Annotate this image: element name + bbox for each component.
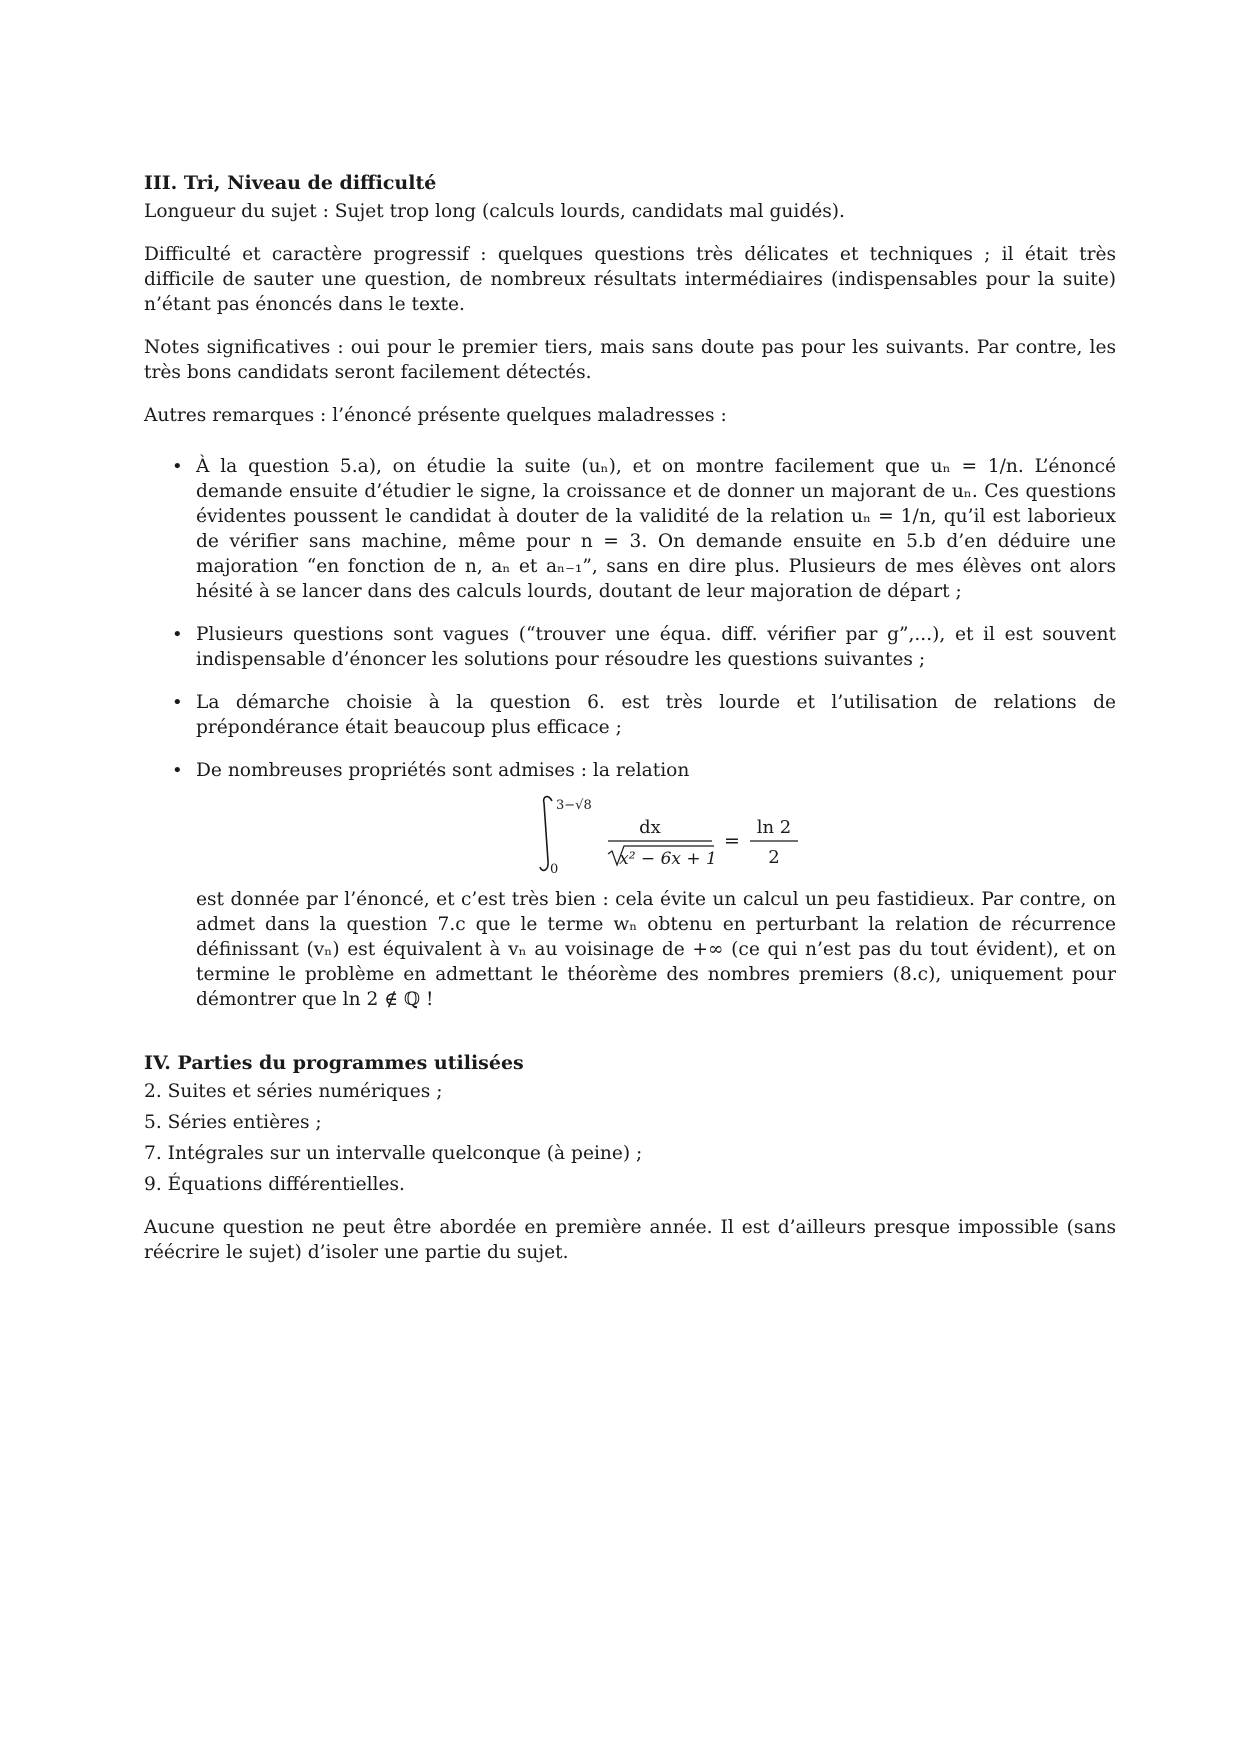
difficulty-paragraph: Difficulté et caractère progressif : quelques questions très délicates et techniques ; il était très difficile de sauter une question, de nombreux résultats intermédiaires (indispensables pour la suite) n’étant pas énoncés dans le texte. [144,244,1116,315]
program-item: 5. Séries entières ; [144,1112,322,1133]
notes-paragraph: Notes significatives : oui pour le premier tiers, mais sans doute pas pour les suivants. Par contre, les très bons candidats seront facilement détectés. [144,337,1116,383]
list-item [144,758,1116,1012]
fraction-numerator: dx [639,817,661,838]
list-item [144,454,1116,604]
remark-text: De nombreuses propriétés sont admises : la relation [196,760,690,781]
program-item: 2. Suites et séries numériques ; [144,1081,443,1102]
bullet-icon: • [172,624,183,645]
program-item: 7. Intégrales sur un intervalle quelconque (à peine) ; [144,1143,643,1164]
bullet-icon: • [172,692,183,713]
integral-lower-bound: 0 [550,862,559,877]
equals-sign: = [724,830,740,852]
bullet-icon: • [172,456,183,477]
integral-formula-svg [538,791,838,877]
integral-upper-bound: 3−√8 [556,798,592,813]
remarks-intro: Autres remarques : l’énoncé présente quelques maladresses : [144,405,727,426]
document-content [144,170,1116,1283]
remark-text: Plusieurs questions sont vagues (“trouver une équa. diff. vérifier par g”,...), et il est souvent indispensable d’énoncer les solutions pour résoudre les questions suivantes ; [196,624,1116,670]
rhs-denominator: 2 [768,847,780,868]
program-item: 9. Équations différentielles. [144,1174,405,1195]
remark-text: À la question 5.a), on étudie la suite (uₙ), et on montre facilement que uₙ = 1/n. L’énoncé demande ensuite d’étudier le signe, la croissance et de donner un majorant de uₙ. Ces questions évidentes poussent le candidat à douter de la validité de la relation uₙ = 1/n, qu’il est laborieux de vérifier sans machine, même pour n = 3. On demande ensuite en 5.b d’en déduire une majoration “en fonction de n, aₙ et aₙ₋₁”, sans en dire plus. Plusieurs de mes élèves ont alors hésité à se lancer dans des calculs lourds, doutant de leur majoration de départ ; [196,456,1116,602]
remarks-list [144,454,1116,1012]
after-formula-text: est donnée par l’énoncé, et c’est très bien : cela évite un calcul un peu fastidieux. Par contre, on admet dans la question 7.c que le terme wₙ obtenu en perturbant la relation de récurrence définissant (vₙ) est équivalent à vₙ au voisinage de +∞ (ce qui n’est pas du tout évident), et on termine le problème en admettant le théorème des nombres premiers (8.c), uniquement pour démontrer que ln 2 ∉ ℚ ! [196,889,1116,1010]
fraction-denominator: x² − 6x + 1 [619,849,717,869]
bullet-icon: • [172,760,183,781]
list-item [144,690,1116,740]
integral-sign-icon [540,797,552,871]
integral-formula [196,791,1116,877]
conclusion-paragraph: Aucune question ne peut être abordée en première année. Il est d’ailleurs presque impossible (sans réécrire le sujet) d’isoler une partie du sujet. [144,1217,1116,1263]
rhs-numerator: ln 2 [756,817,792,838]
section-spacer [144,1016,1116,1050]
remark-text: La démarche choisie à la question 6. est très lourde et l’utilisation de relations de prépondérance était beaucoup plus efficace ; [196,692,1116,738]
length-paragraph: Longueur du sujet : Sujet trop long (calculs lourds, candidats mal guidés). [144,201,845,222]
list-item [144,622,1116,672]
section-4-title: IV. Parties du programmes utilisées [144,1052,524,1074]
section-3-title: III. Tri, Niveau de difficulté [144,172,437,194]
